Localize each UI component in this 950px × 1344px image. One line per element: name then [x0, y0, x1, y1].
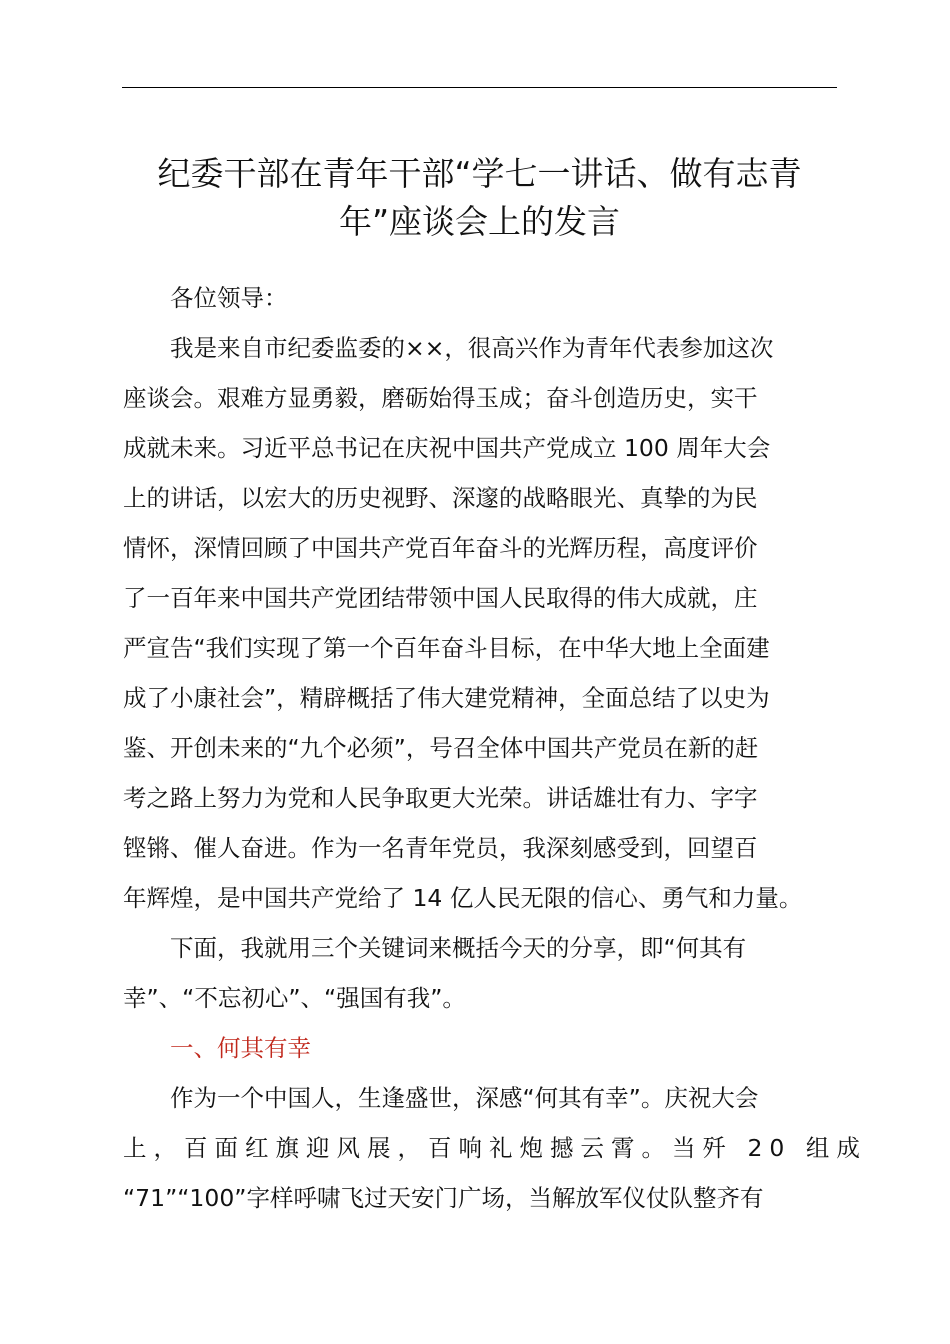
paragraph-section1	[123, 1073, 867, 1223]
salutation: 各位领导：	[170, 284, 288, 312]
paragraph-line: 上，百面红旗迎风展，百响礼炮撼云霄。当歼 20 组成	[123, 1134, 867, 1162]
title-line: 年”座谈会上的发言	[338, 202, 621, 241]
paragraph-keywords	[123, 923, 837, 1023]
paragraph-line: 鉴、开创未来的“九个必须”，号召全体中国共产党员在新的赶	[123, 734, 759, 762]
paragraph-line: 年辉煌，是中国共产党给了 14 亿人民无限的信心、勇气和力量。	[123, 884, 803, 912]
title-line: 纪委干部在青年干部“学七一讲话、做有志青	[157, 154, 802, 193]
paragraph-line: 下面，我就用三个关键词来概括今天的分享，即“何其有	[170, 934, 747, 962]
document-body	[123, 273, 867, 1223]
paragraph-line: 幸”、“不忘初心”、“强国有我”。	[123, 984, 466, 1012]
paragraph-line: 我是来自市纪委监委的××，很高兴作为青年代表参加这次	[170, 334, 774, 362]
paragraph-line: 了一百年来中国共产党团结带领中国人民取得的伟大成就，庄	[123, 584, 758, 612]
document-title	[122, 150, 837, 246]
section-heading-1: 一、何其有幸	[170, 1034, 311, 1062]
paragraph-line: 成了小康社会”，精辟概括了伟大建党精神，全面总结了以史为	[123, 684, 770, 712]
paragraph-line: 作为一个中国人，生逢盛世，深感“何其有幸”。庆祝大会	[170, 1084, 759, 1112]
paragraph-line: 严宣告“我们实现了第一个百年奋斗目标，在中华大地上全面建	[123, 634, 770, 662]
header-rule	[122, 87, 837, 88]
paragraph-line: 座谈会。艰难方显勇毅，磨砺始得玉成；奋斗创造历史，实干	[123, 384, 758, 412]
paragraph-line: 成就未来。习近平总书记在庆祝中国共产党成立 100 周年大会	[123, 434, 771, 462]
paragraph-intro	[123, 323, 837, 923]
paragraph-line: 上的讲话，以宏大的历史视野、深邃的战略眼光、真挚的为民	[123, 484, 758, 512]
paragraph-line: 铿锵、催人奋进。作为一名青年党员，我深刻感受到，回望百	[123, 834, 758, 862]
paragraph-line: “71”“100”字样呼啸飞过天安门广场，当解放军仪仗队整齐有	[123, 1184, 764, 1212]
paragraph-line: 情怀，深情回顾了中国共产党百年奋斗的光辉历程，高度评价	[123, 534, 758, 562]
paragraph-line: 考之路上努力为党和人民争取更大光荣。讲话雄壮有力、字字	[123, 784, 758, 812]
